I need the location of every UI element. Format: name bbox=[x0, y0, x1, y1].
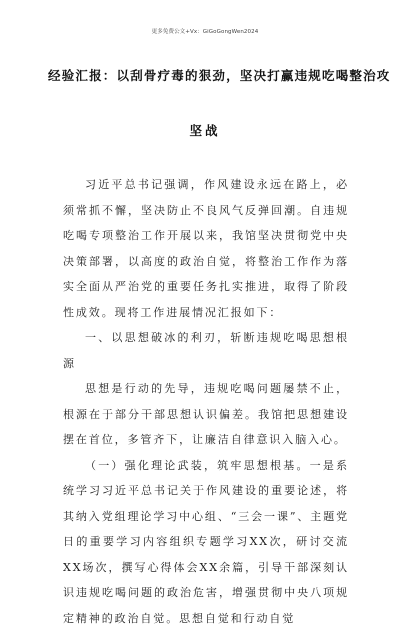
document-title-line-1: 经验汇报：以刮骨疗毒的狠劲，坚决打赢违规吃喝整治攻 bbox=[48, 66, 362, 84]
header-note: 更多免费公文+Vx：GiGoGongWen2024 bbox=[0, 27, 410, 35]
section-heading-1: 一、以思想破冰的利刃，斩断违规吃喝思想根源 bbox=[63, 325, 349, 376]
paragraph-section-1: 思想是行动的先导，违规吃喝问题屡禁不止，根源在于部分干部思想认识偏差。我馆把思想建设摆在首位，多管齐下，让廉洁自律意识入脑入心。 bbox=[63, 376, 349, 453]
paragraph-intro: 习近平总书记强调，作风建设永远在路上，必须常抓不懈，坚决防止不良风气反弹回潮。自违规吃喝专项整治工作开展以来，我馆坚决贯彻党中央决策部署，以高度的政治自觉，将整治工作作为落实全面从严治党的重要任务扎实推进，取得了阶段性成效。现将工作进展情况汇报如下： bbox=[63, 172, 349, 325]
paragraph-subsection-1: （一）强化理论武装，筑牢思想根基。一是系统学习习近平总书记关于作风建设的重要论述，将其纳入党组理论学习中心组、“三会一课”、主题党日的重要学习内容组织专题学习XX次，研讨交流XX场次，撰写心得体会XX余篇，引导干部深刻认识违规吃喝问题的政治危害，增强贯彻中央八项规定精神的政治自觉。思想自觉和行动自觉 bbox=[63, 453, 349, 631]
document-body bbox=[63, 172, 349, 631]
document-title-line-2: 坚战 bbox=[48, 121, 362, 139]
